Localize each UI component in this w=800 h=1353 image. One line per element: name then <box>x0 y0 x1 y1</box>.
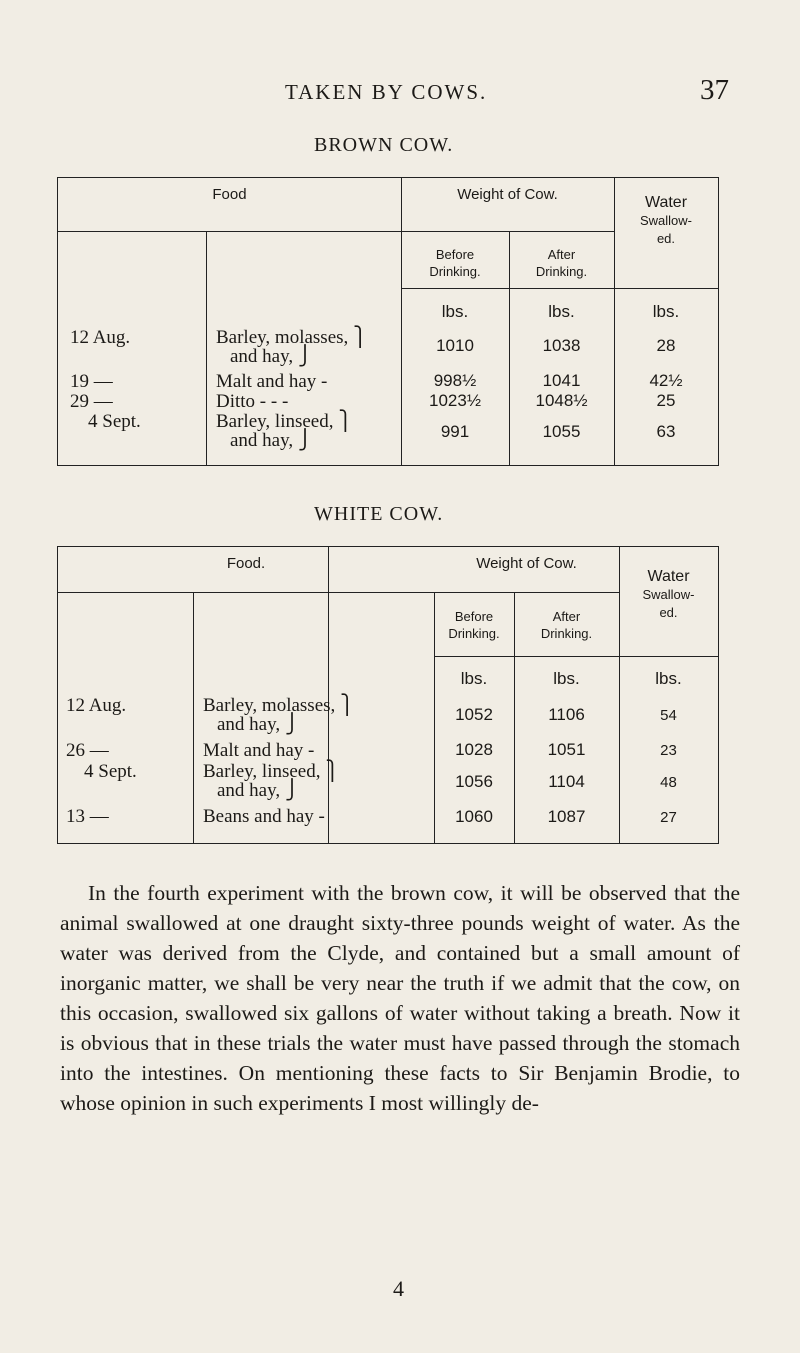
running-head-title: TAKEN BY COWS. <box>285 80 488 104</box>
table-row-date: 4 Sept. <box>84 761 137 782</box>
table-row-after: 1087 <box>547 807 586 826</box>
table-row-date: 13 — <box>66 806 109 827</box>
table-row-food: Barley, linseed, ⎫ and hay, ⎭ <box>203 761 340 801</box>
table-row-food: Barley, linseed, ⎫ and hay, ⎭ <box>216 411 353 451</box>
page-number: 37 <box>700 74 729 106</box>
unit-before: lbs. <box>460 669 488 688</box>
table-row-water: 48 <box>660 774 677 791</box>
table-row-before: 1023½ <box>429 391 481 410</box>
table-row-before: 1010 <box>436 336 474 355</box>
header-after-drinking: After Drinking. <box>540 609 593 641</box>
table-row-before: 991 <box>440 422 470 441</box>
brown-cow-table <box>57 177 719 466</box>
header-weight: Weight of Cow. <box>457 186 558 203</box>
table-row-food: Barley, molasses, ⎫ and hay, ⎭ <box>203 695 355 735</box>
header-food: Food. <box>226 555 266 572</box>
header-weight: Weight of Cow. <box>476 555 577 572</box>
unit-after: lbs. <box>548 302 575 321</box>
table-row-water: 42½ <box>649 371 683 390</box>
table-row-water: 23 <box>660 742 677 759</box>
unit-water: lbs. <box>652 302 680 321</box>
table-row-water: 28 <box>656 336 676 355</box>
table-row-after: 1048½ <box>535 391 588 410</box>
table-row-after: 1055 <box>542 422 581 441</box>
table-row-date: 19 — <box>70 371 113 392</box>
table-row-after: 1041 <box>542 371 581 390</box>
table-row-after: 1038 <box>542 336 581 355</box>
running-head <box>0 74 800 110</box>
header-water: Water Swallow- ed. <box>642 568 695 620</box>
table-row-after: 1106 <box>548 705 585 724</box>
header-water: Water Swallow- ed. <box>639 194 692 246</box>
table-row-date: 12 Aug. <box>70 327 131 348</box>
table-row-date: 12 Aug. <box>66 695 127 716</box>
header-before-drinking: Before Drinking. <box>429 247 481 279</box>
table-row-water: 63 <box>656 422 676 441</box>
table-row-after: 1104 <box>548 772 585 791</box>
table-row-date: 4 Sept. <box>88 411 141 432</box>
table-row-food: Malt and hay - <box>203 740 315 761</box>
table-row-after: 1051 <box>547 740 586 759</box>
table-row-water: 27 <box>660 809 677 826</box>
table-row-before: 1060 <box>455 807 493 826</box>
table-row-before: 998½ <box>433 371 477 390</box>
brown-cow-title: BROWN COW. <box>314 134 454 156</box>
header-before-drinking: Before Drinking. <box>448 609 500 641</box>
table-row-food: Barley, molasses, ⎫ and hay, ⎭ <box>216 327 368 367</box>
unit-before: lbs. <box>441 302 469 321</box>
table-row-water: 25 <box>656 391 676 410</box>
white-cow-title: WHITE COW. <box>314 503 444 525</box>
table-row-food: Malt and hay - <box>216 371 328 392</box>
table-row-date: 26 — <box>66 740 109 761</box>
table-row-before: 1052 <box>455 705 493 724</box>
header-after-drinking: After Drinking. <box>535 247 588 279</box>
table-row-date: 29 — <box>70 391 113 412</box>
body-paragraph: In the fourth experiment with the brown cow, it will be observed that the animal swallowed at one draught sixty-three pounds weight of water. As the water was derived from the Clyde, and contained but a small amount of inorganic matter, we shall be very near the truth if we admit that the cow, on this occasion, swallowed six gallons of water without taking a breath. Now it is obvious that in these trials the water must have passed through the stomach into the intestines. On mentioning these facts to Sir Benjamin Brodie, to whose opinion in such experiments I most willingly de- <box>60 881 740 1115</box>
table-row-food: Ditto - - - <box>216 391 289 412</box>
page-signature-mark: 4 <box>393 1276 404 1301</box>
unit-water: lbs. <box>655 669 682 688</box>
unit-after: lbs. <box>553 669 580 688</box>
table-row-before: 1056 <box>455 772 493 791</box>
table-row-water: 54 <box>660 707 677 724</box>
table-row-food: Beans and hay - <box>203 806 325 827</box>
table-row-before: 1028 <box>455 740 493 759</box>
white-cow-table <box>57 546 719 844</box>
header-food: Food <box>212 186 247 203</box>
